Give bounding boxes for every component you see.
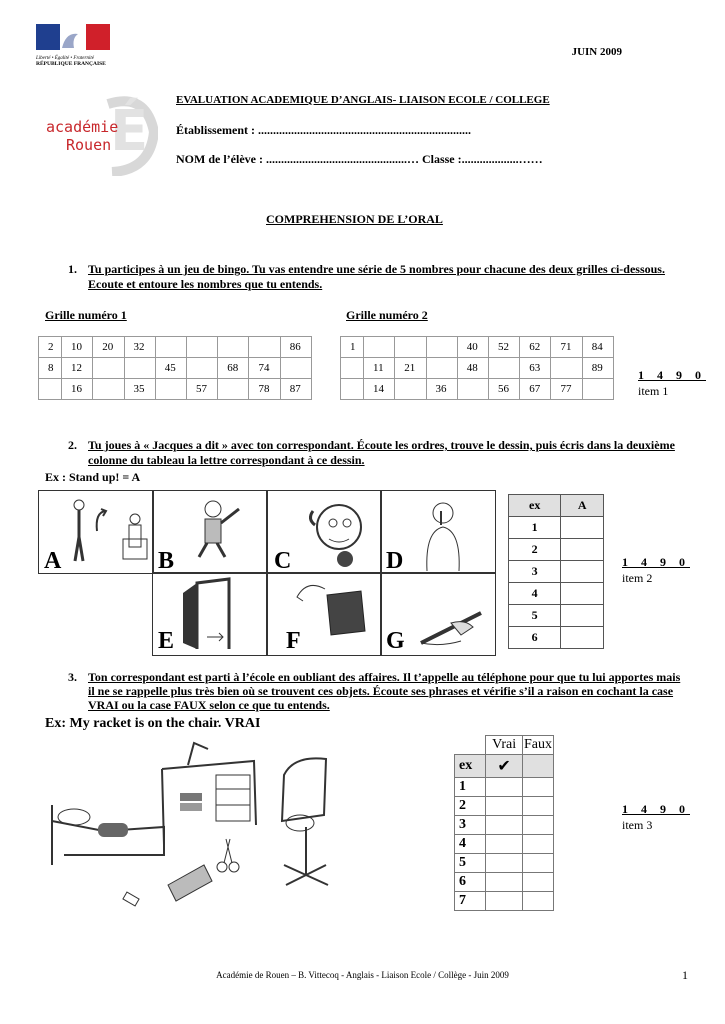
ex2-row-number: 1 [509,517,561,539]
bingo-cell[interactable]: 63 [520,358,551,379]
republique-motto: Liberté • Égalité • Fraternité [36,56,94,61]
ex2-row-number: 4 [509,583,561,605]
ex2-row-number: 6 [509,627,561,649]
ex2-answer-cell[interactable] [561,561,604,583]
academie-city: Rouen [66,136,112,154]
student-name-field[interactable]: NOM de l’élève : ...............................................… Classe :...................…… [176,152,543,166]
bingo-cell[interactable]: 14 [364,379,395,400]
bingo-cell[interactable] [93,358,124,379]
letter-a: A [44,548,62,574]
faux-checkbox[interactable] [523,892,554,911]
ex3-row-number: 2 [455,797,486,816]
faux-checkbox[interactable] [523,778,554,797]
bingo-cell[interactable] [93,379,124,400]
picture-grid [38,490,494,654]
bingo-cell[interactable] [457,379,488,400]
bingo-cell[interactable]: 10 [62,337,93,358]
bingo-cell[interactable]: 35 [124,379,155,400]
item1-label: item 1 [638,384,669,398]
section-title: COMPREHENSION DE L’ORAL [266,212,443,226]
ex3-row-number: 1 [455,778,486,797]
item2-label: item 2 [622,571,653,585]
faux-header: Faux [523,736,554,755]
bingo-cell[interactable] [426,358,457,379]
picture-f[interactable] [266,572,382,656]
bingo-cell[interactable] [551,358,582,379]
bingo-cell[interactable]: 89 [582,358,613,379]
bingo-row [39,379,312,400]
bingo-cell[interactable] [426,337,457,358]
ex2-number: 2. [68,438,77,452]
ex2-row-number: 5 [509,605,561,627]
bingo-row [341,358,614,379]
ex3-row-number: 4 [455,835,486,854]
bingo-cell[interactable]: 57 [186,379,217,400]
bingo-cell[interactable] [249,337,280,358]
ex3-row-number: 5 [455,854,486,873]
item2-score: 1 4 9 0 [622,555,690,569]
bingo-cell[interactable]: 56 [488,379,519,400]
bingo-cell[interactable]: 68 [218,358,249,379]
marianne-flag-icon [36,24,110,50]
bingo-cell[interactable]: 87 [280,379,311,400]
ex3-row-number: 6 [455,873,486,892]
bingo-cell[interactable] [39,379,62,400]
bingo-cell[interactable] [582,379,613,400]
vrai-checkbox[interactable] [486,797,523,816]
vrai-checkbox[interactable] [486,778,523,797]
ex3-ex-label: ex [455,755,486,778]
item3-label: item 3 [622,818,653,832]
ex2-answer-cell[interactable] [561,583,604,605]
bingo-cell[interactable] [488,358,519,379]
bingo-cell[interactable] [280,358,311,379]
vrai-header: Vrai [486,736,523,755]
vrai-checkbox[interactable] [486,892,523,911]
svg-text:É: É [110,99,149,164]
bingo-cell[interactable]: 8 [39,358,62,379]
faux-checkbox[interactable] [523,835,554,854]
bingo-cell[interactable] [218,337,249,358]
faux-checkbox[interactable] [523,873,554,892]
ex2-row-number: 3 [509,561,561,583]
bingo-cell[interactable]: 52 [488,337,519,358]
vrai-checkbox[interactable] [486,835,523,854]
bingo-cell[interactable]: 74 [249,358,280,379]
bingo-cell[interactable]: 62 [520,337,551,358]
bingo-cell[interactable]: 2 [39,337,62,358]
bingo-row [39,358,312,379]
bingo-cell[interactable] [218,379,249,400]
bingo-cell[interactable]: 45 [155,358,186,379]
letter-c: C [274,548,292,574]
ex3-number: 3. [68,670,77,684]
republique-logo [36,24,110,68]
bingo-cell[interactable]: 67 [520,379,551,400]
letter-f: F [286,628,301,654]
bingo-cell[interactable] [341,379,364,400]
bingo-cell[interactable] [364,337,395,358]
ex2-instruction: Tu joues à « Jacques a dit » avec ton correspondant. Écoute les ordres, trouve le dessin, puis écris dans la deuxième colonne du tableau la lettre correspondant à ce dessin. [88,438,675,467]
bingo-grid-1 [38,336,312,400]
bingo-cell[interactable]: 84 [582,337,613,358]
grid1-label: Grille numéro 1 [45,308,127,322]
bingo-cell[interactable]: 40 [457,337,488,358]
room-scene-icon [44,735,374,915]
ex2-answer-cell[interactable] [561,627,604,649]
bingo-grid-2 [340,336,614,400]
letter-g: G [386,628,405,654]
ex2-answer-cell[interactable] [561,517,604,539]
academie-name: académie [46,118,119,136]
bingo-cell[interactable]: 48 [457,358,488,379]
bingo-cell[interactable]: 36 [426,379,457,400]
ex3-instruction: Ton correspondant est parti à l’école en oubliant des affaires. Il t’appelle au téléphone pour que tu lui apportes mais il ne se rappelle plus très bien où se trouvent ces objets. Écoute ses phrases et vérifie s’il a raison en cochant la case VRAI ou la case FAUX selon ce que tu entends. [88,670,681,712]
bingo-cell[interactable] [124,358,155,379]
bingo-cell[interactable]: 77 [551,379,582,400]
vrai-checkbox[interactable] [486,873,523,892]
vrai-checkbox[interactable] [486,854,523,873]
ex3-answer-table [454,735,554,911]
ex2-example: Ex : Stand up! = A [45,470,141,484]
ex2-row-number: 2 [509,539,561,561]
item3-score: 1 4 9 0 [622,802,690,816]
bingo-cell[interactable]: 16 [62,379,93,400]
ex2-answer-cell[interactable] [561,605,604,627]
republique-name: RÉPUBLIQUE FRANÇAISE [36,61,106,67]
bingo-cell[interactable] [155,337,186,358]
ex3-example: Ex: My racket is on the chair. VRAI [45,716,261,731]
bingo-row [39,337,312,358]
ex2-answer-cell[interactable] [561,539,604,561]
ex2-head-a: A [561,495,604,517]
academie-logo [46,92,158,176]
bingo-cell[interactable]: 11 [364,358,395,379]
faux-checkbox[interactable] [523,854,554,873]
letter-b: B [158,548,175,574]
footer-text: Académie de Rouen – B. Vittecoq - Anglais - Liaison Ecole / Collège - Juin 2009 [216,970,509,980]
bingo-cell[interactable] [395,337,426,358]
bingo-cell[interactable]: 21 [395,358,426,379]
bingo-cell[interactable]: 12 [62,358,93,379]
grid2-label: Grille numéro 2 [346,308,428,322]
page-number: 1 [682,968,688,982]
ex3-row-number: 3 [455,816,486,835]
bingo-cell[interactable]: 20 [93,337,124,358]
bingo-cell[interactable] [186,358,217,379]
close-book-icon [267,573,381,655]
bingo-cell[interactable]: 86 [280,337,311,358]
bingo-cell[interactable]: 71 [551,337,582,358]
bingo-row [341,337,614,358]
letter-e: E [158,628,175,654]
bingo-cell[interactable] [155,379,186,400]
bingo-cell[interactable]: 32 [124,337,155,358]
date-label: JUIN 2009 [571,46,622,58]
bingo-row [341,379,614,400]
letter-d: D [386,548,404,574]
bingo-cell[interactable] [395,379,426,400]
ex1-number: 1. [68,262,77,276]
etablissement-field[interactable]: Établissement : ....................................................................... [176,123,471,137]
room-illustration [44,735,374,915]
ex2-head-ex: ex [509,495,561,517]
item1-score: 1 4 9 0 [638,368,706,382]
faux-checkbox[interactable] [523,797,554,816]
evaluation-title: EVALUATION ACADEMIQUE D’ANGLAIS- LIAISON ECOLE / COLLEGE [176,94,550,106]
bingo-cell[interactable]: 1 [341,337,364,358]
bingo-cell[interactable]: 78 [249,379,280,400]
faux-checkbox[interactable] [523,816,554,835]
vrai-checkbox[interactable] [486,816,523,835]
bingo-cell[interactable] [341,358,364,379]
bingo-cell[interactable] [186,337,217,358]
ex3-row-number: 7 [455,892,486,911]
ex1-instruction: Tu participes à un jeu de bingo. Tu vas entendre une série de 5 nombres pour chacune des deux grilles ci-dessous. Ecoute et entoure les nombres que tu entends. [88,262,665,291]
ex2-answer-table [508,494,604,649]
ex3-ex-check: ✔ [486,755,523,778]
